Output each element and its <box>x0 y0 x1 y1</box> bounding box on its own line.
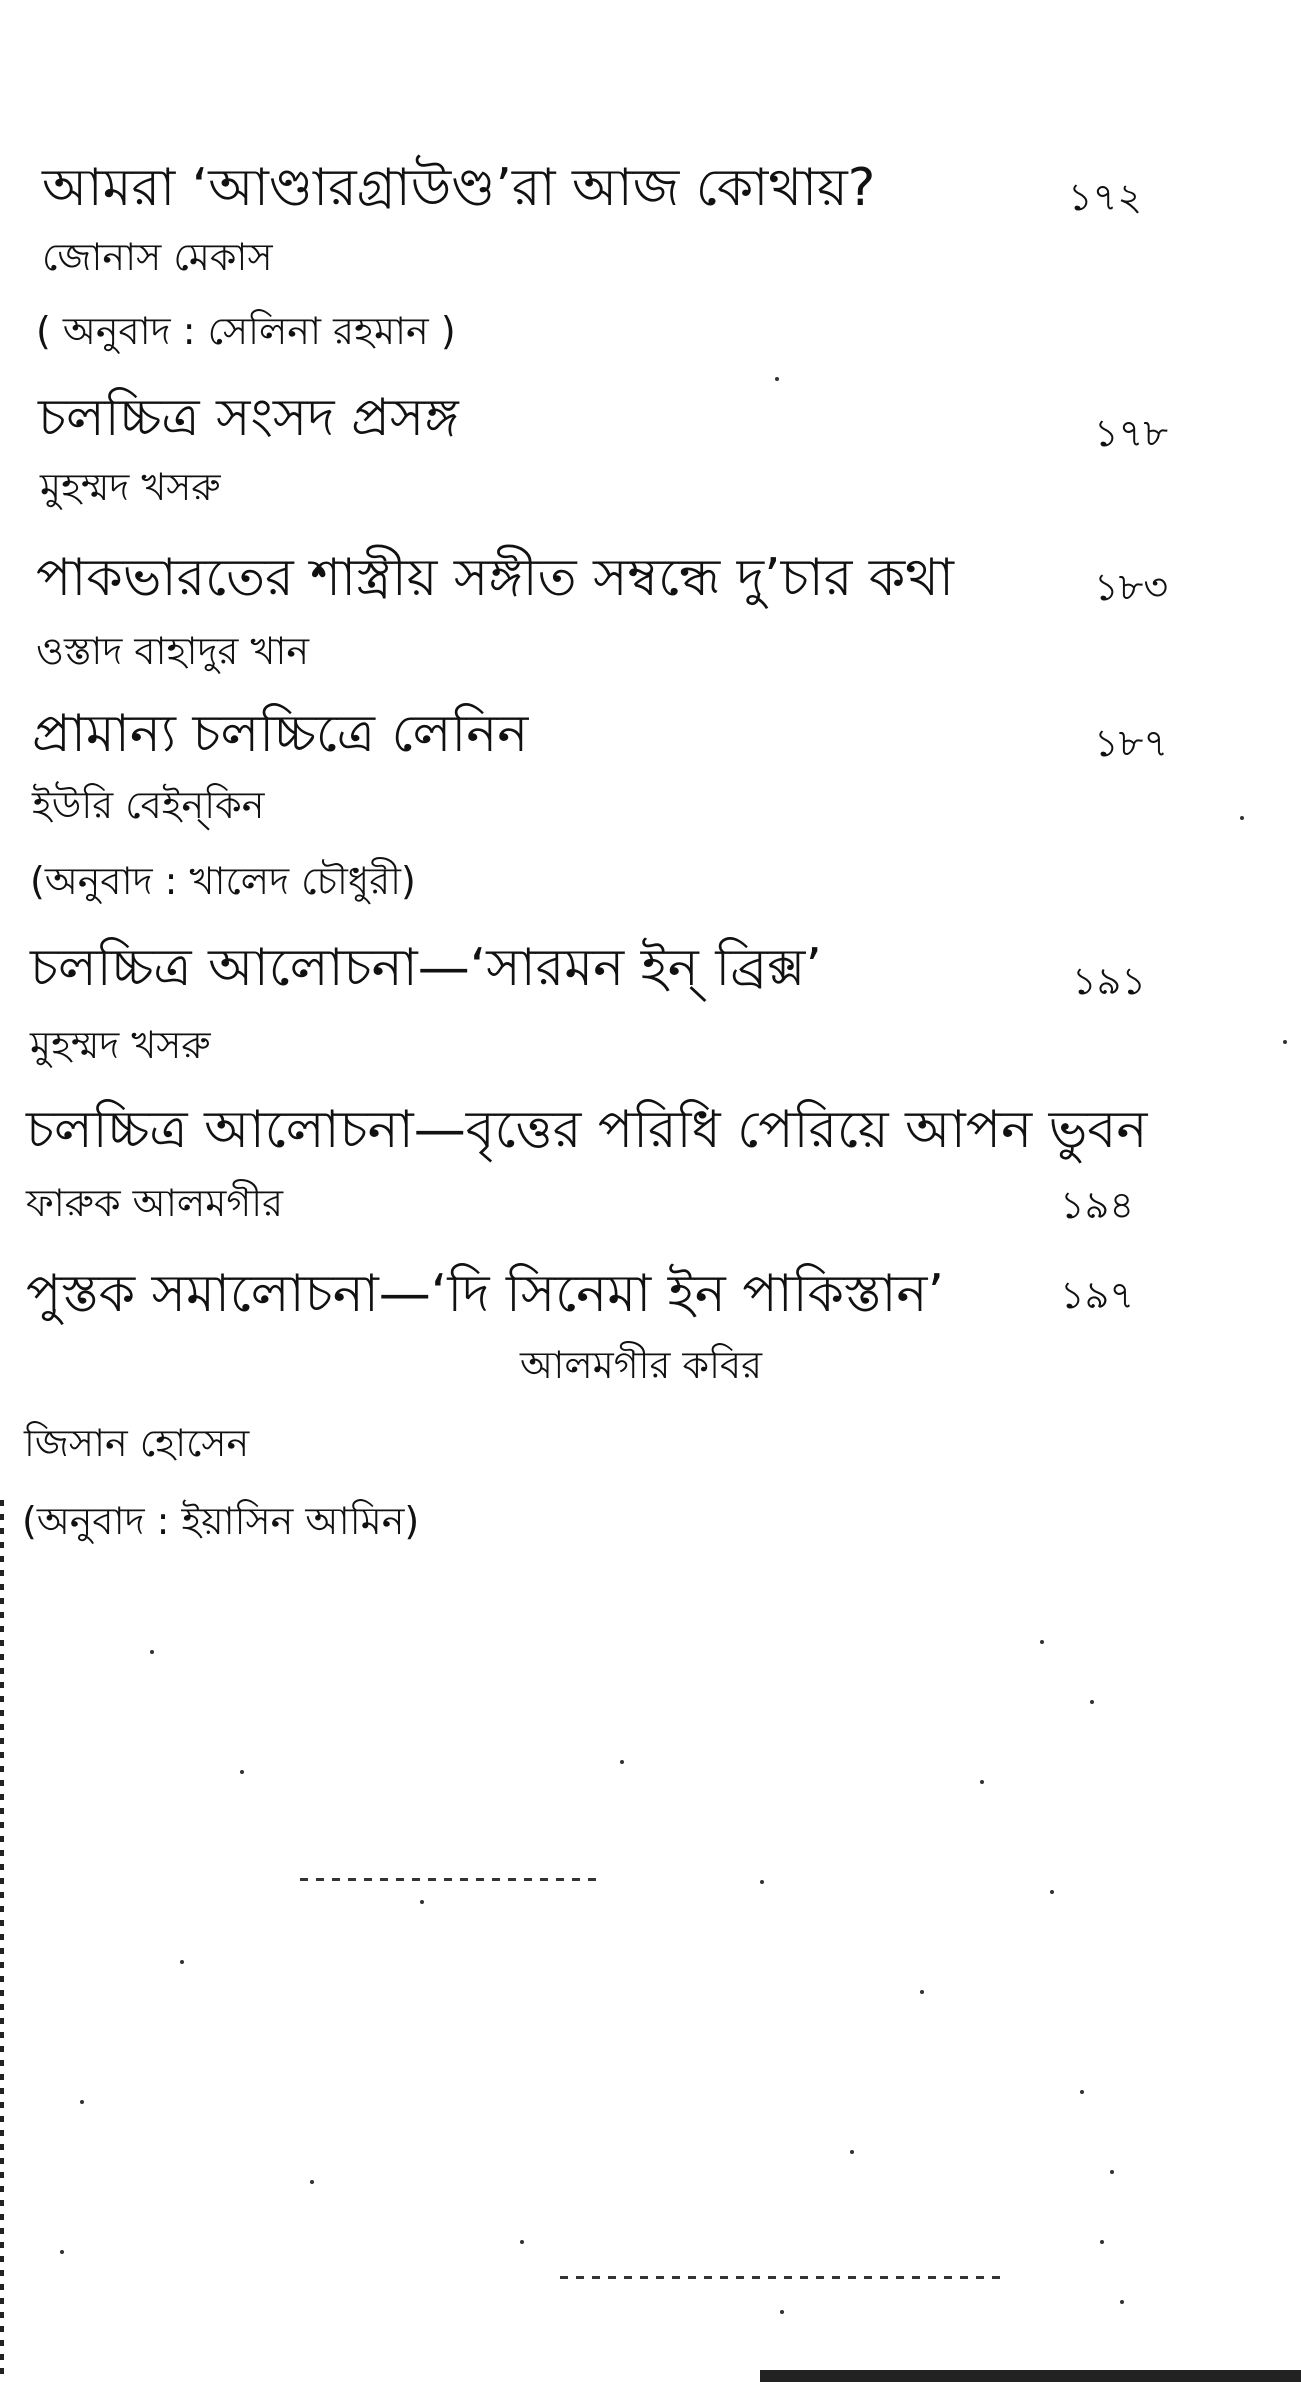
entry-note: (অনুবাদ : খালেদ চৌধুরী) <box>30 859 416 903</box>
entry-title: চলচ্চিত্র আলোচনা—‘সারমন ইন্ ব্রিক্স’ <box>30 938 822 998</box>
page-number: ১৯৪ <box>1060 1183 1134 1227</box>
entry-title: প্রামান্য চলচ্চিত্রে লেনিন <box>32 704 529 764</box>
entry-title: আমরা ‘আণ্ডারগ্রাউণ্ড’রা আজ কোথায়? <box>42 158 876 218</box>
entry-author: আলমগীর কবির <box>520 1343 763 1387</box>
entry-title: পাকভারতের শাস্ত্রীয় সঙ্গীত সম্বন্ধে দু’চার কথা <box>36 548 954 608</box>
entry-author: ওস্তাদ বাহাদুর খান <box>36 629 310 673</box>
entry-title: চলচ্চিত্র সংসদ প্রসঙ্গ <box>38 388 459 448</box>
entry-author: ফারুক আলমগীর <box>26 1181 284 1225</box>
page-number: ১৯১ <box>1072 959 1146 1003</box>
entry-title: পুস্তক সমালোচনা—‘দি সিনেমা ইন পাকিস্তান’ <box>26 1264 944 1324</box>
entry-author: মুহম্মদ খসরু <box>40 465 221 509</box>
entry-note: (অনুবাদ : ইয়াসিন আমিন) <box>22 1499 420 1543</box>
scan-dash <box>300 1878 600 1881</box>
page-number: ১৭২ <box>1068 175 1143 219</box>
entry-author: মুহম্মদ খসরু <box>30 1023 211 1067</box>
page-edge <box>0 1500 4 2380</box>
page-number: ১৮৭ <box>1094 721 1169 765</box>
entry-author: জোনাস মেকাস <box>42 235 273 279</box>
page-number: ১৭৮ <box>1094 411 1169 455</box>
entry-note: ( অনুবাদ : সেলিনা রহমান ) <box>36 309 456 353</box>
page-number: ১৯৭ <box>1060 1273 1135 1317</box>
page-number: ১৮৩ <box>1094 565 1169 609</box>
entry-author: জিসান হোসেন <box>24 1421 250 1465</box>
entry-author: ইউরি বেইন্‌কিন <box>32 783 265 827</box>
entry-title: চলচ্চিত্র আলোচনা—বৃত্তের পরিধি পেরিয়ে আপন ভুবন <box>26 1100 1148 1160</box>
page-edge-bottom <box>760 2370 1301 2382</box>
scan-dash <box>560 2276 1000 2279</box>
